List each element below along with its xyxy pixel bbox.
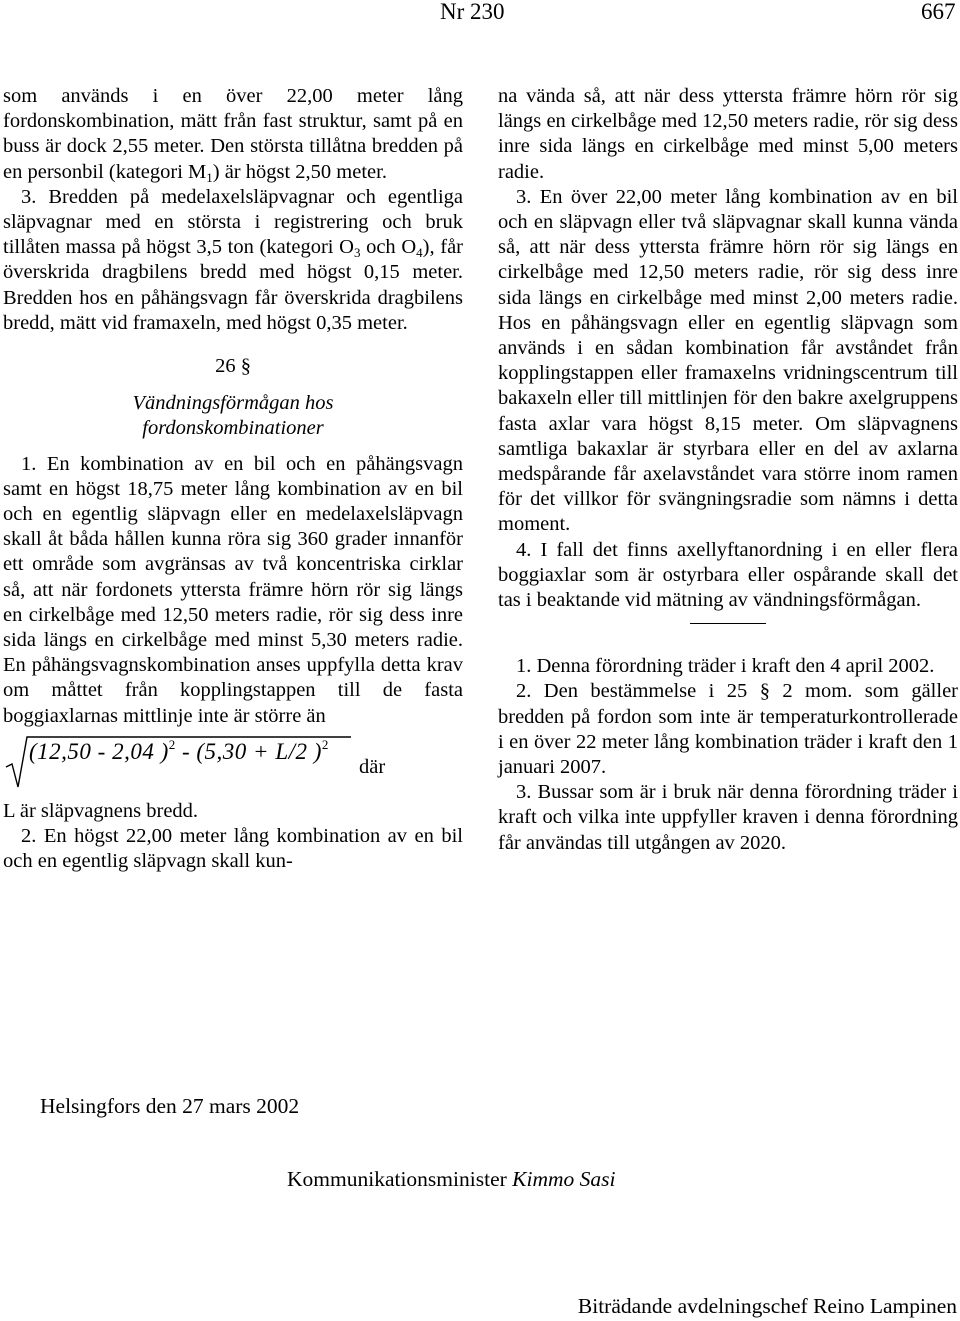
paragraph: L är släpvagnens bredd. [3, 799, 199, 822]
paragraph: 2. En högst 22,00 meter lång kombination av en bil och en egentlig släpvagn skall kun- [3, 825, 463, 873]
paragraph: 4. I fall det finns axellyftanordning i en eller flera boggiaxlar som är ostyrbara eller ospårande skall det tas i beaktande vid mätning av vändningsförmågan. [498, 538, 958, 612]
section-title: Vändningsförmågan hos fordonskombinationer [132, 392, 334, 440]
paragraph: som används i en över 22,00 meter lång fordonskombination, mätt från fast struktur, samt på en buss är dock 2,55 meter. Den största tillåtna bredden på en personbil (kategori $M_1$) är högst 2,50 meter. [3, 85, 463, 185]
right-column [498, 84, 958, 856]
paragraph: na vända så, att när dess yttersta främre hörn rör sig längs en cirkelbåge med 12,50 meters radie, rör sig dess inre sida längs en cirkelbåge med minst 5,00 meters radie. [498, 85, 958, 183]
formula [3, 731, 463, 799]
section-number: 26 § [215, 355, 251, 378]
header-number: Nr 230 [440, 0, 505, 24]
paragraph: 2. Den bestämmelse i 25 § 2 mom. som gäller bredden på fordon som inte är temperaturkontrollerade i en över 22 meter lång kombination träder i kraft den 1 januari 2007. [498, 680, 958, 779]
formula-expression: (12,50 - 2,04 )$^2$ - (5,30 + L/2 )$^2$ [29, 736, 329, 764]
header-page-number: 667 [921, 0, 956, 24]
formula-where: där [359, 755, 386, 778]
paragraph: 1. Denna förordning träder i kraft den 4 april 2002. [516, 655, 935, 678]
paragraph: 3. Bredden på medelaxelsläpvagnar och egentliga släpvagnar med en största i registrering och bruk tillåten massa på högst 3,5 ton (kategori $O_3$ och $O_4$), får överskrida dragbilens bredd med högst 0,15 meter. Bredden hos en påhängsvagn får överskrida dragbilens bredd, mätt vid framaxeln, med högst 0,35 meter. [3, 185, 463, 334]
paragraph: 3. Bussar som är i bruk när denna förordning träder i kraft och vilka inte uppfyller kraven i denna förordning får användas till utgången av 2020. [498, 781, 958, 854]
minister-signature: Kommunikationsminister Kimmo Sasi [287, 1167, 616, 1191]
place-date: Helsingfors den 27 mars 2002 [40, 1094, 300, 1118]
official-signature: Biträdande avdelningschef Reino Lampinen [577, 1294, 957, 1318]
divider [690, 623, 766, 624]
paragraph: 1. En kombination av en bil och en påhängsvagn samt en högst 18,75 meter lång kombination av en bil och en egentlig släpvagn eller en medelaxelsläpvagn skall åt båda hållen kunna röra sig 360 grader innanför ett område som avgränsas av två koncentriska cirklar så, att när fordonets yttersta främre hörn rör sig längs en cirkelbåge med 12,50 meters radie, rör sig dess inre sida längs en cirkelbåge med minst 5,30 meters radie. En påhängsvagnskombination anses uppfylla detta krav om måttet från kopplingstappen till de fasta boggiaxlarnas mittlinje inte är större än [3, 452, 463, 727]
paragraph: 3. En över 22,00 meter lång kombination av en bil och en släpvagn eller två släpvagnar skall kunna vända så, att när dess yttersta främre hörn rör sig längs en cirkelbåge med 12,50 meters radie, rör sig dess inre sida längs en cirkelbåge med minst 2,00 meters radie. Hos en påhängsvagn eller en egentlig släpvagn som används i en sådan kombination får avståndet från kopplingstappen eller framaxelns vridningscentrum till bakaxeln eller till mittlinjen för den bakre axelgruppens fasta axlar vara högst 8,15 meter. Om släpvagnens samtliga bakaxlar är styrbara eller en del av axlarna medspårande får axelavståndet vara större inom ramen för det villkor för svängningsradie som nämns i detta moment. [498, 185, 958, 536]
left-column [3, 84, 463, 874]
